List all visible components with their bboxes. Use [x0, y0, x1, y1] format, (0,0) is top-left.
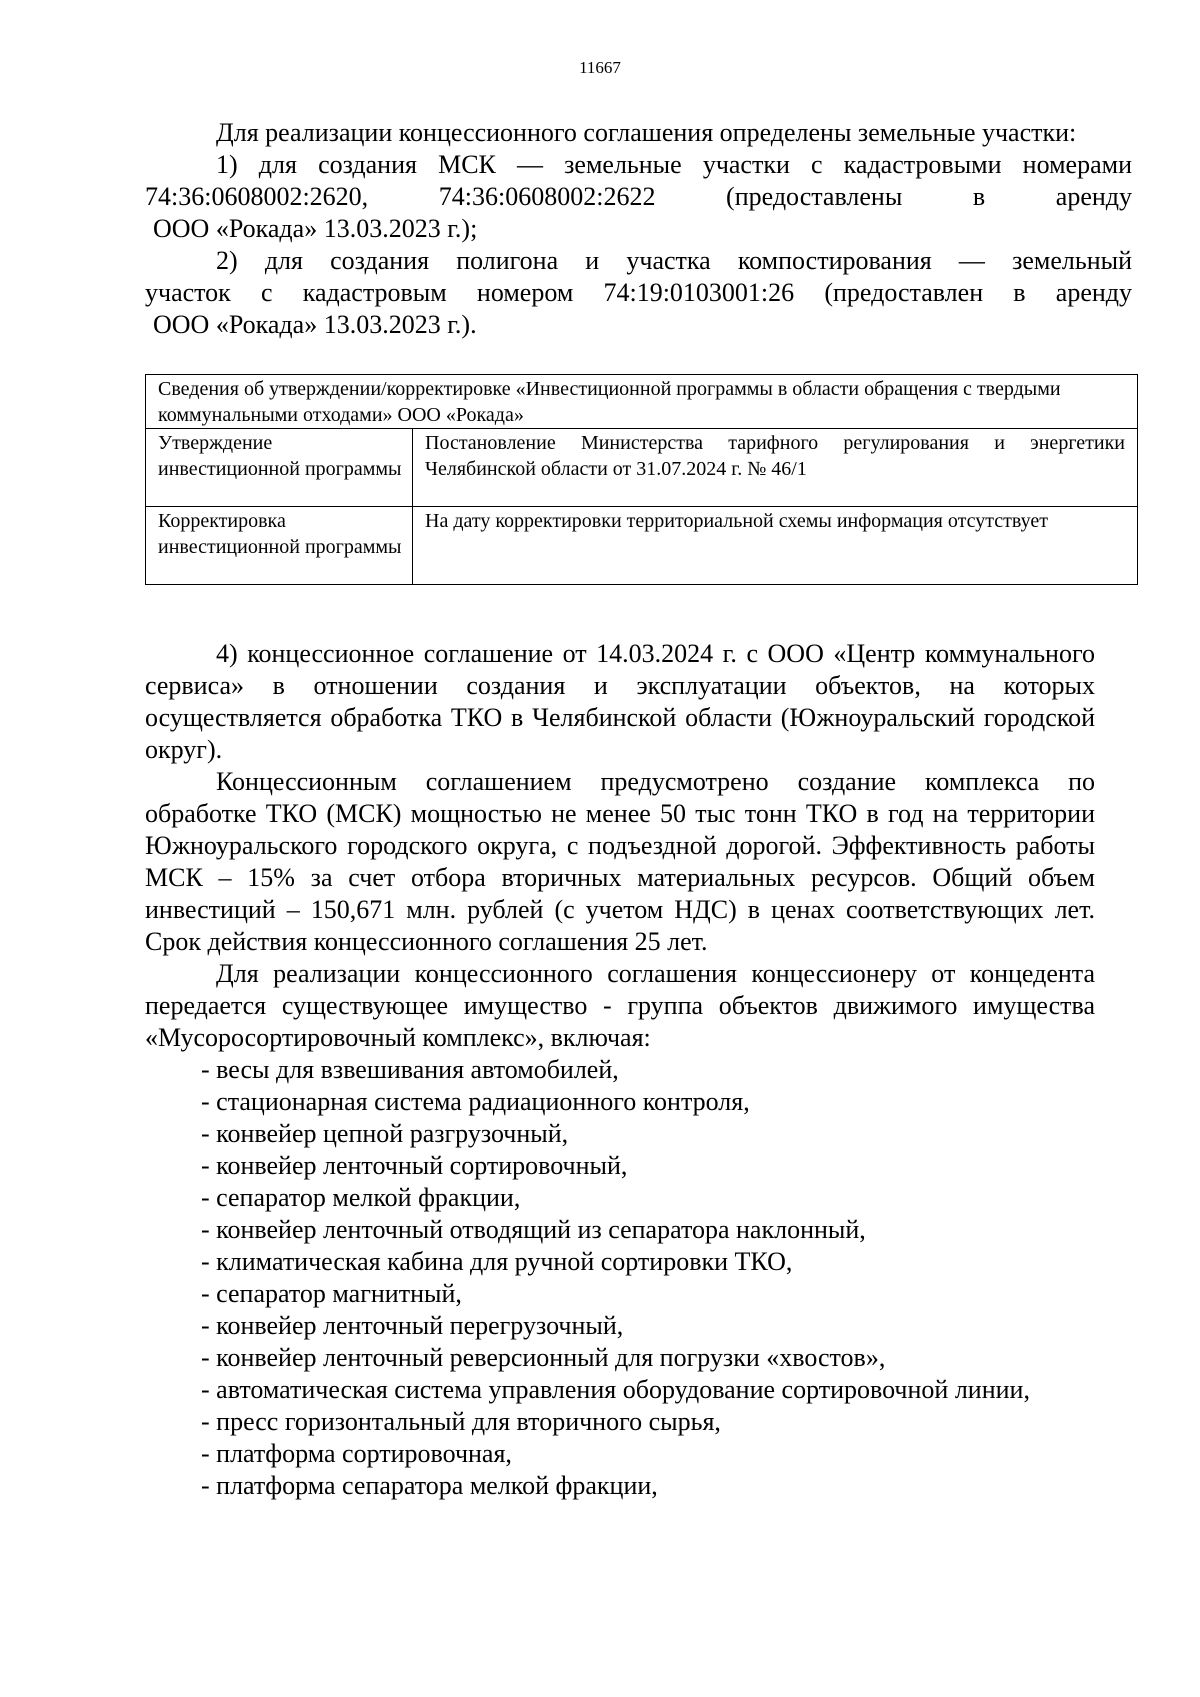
list-item: - конвейер ленточный перегрузочный,	[201, 1311, 624, 1340]
property-transfer-paragraph: Для реализации концессионного соглашения концессионеру от концедента передается существующее имущество - группа объектов движимого имущества «Мусоросортировочный комплекс», включая:	[145, 959, 1095, 1052]
list-item: - платформа сортировочная,	[201, 1439, 512, 1468]
table-cell-value: Постановление Министерства тарифного регулирования и энергетики Челябинской области от 31.07.2024 г. № 46/1	[413, 429, 1138, 507]
concession-details-paragraph: Концессионным соглашением предусмотрено создание комплекса по обработке ТКО (МСК) мощностью не менее 50 тыс тонн ТКО в год на территории Южноуральского городского округа, с подъездной дорогой. Эффективность работы МСК – 15% за счет отбора вторичных материальных ресурсов. Общий объем инвестиций – 150,671 млн. рублей (с учетом НДС) в ценах соответствующих лет. Срок действия концессионного соглашения 25 лет.	[145, 767, 1095, 956]
table-header-row	[146, 375, 1138, 429]
table-row	[146, 507, 1138, 585]
concession-agreement-paragraph: 4) концессионное соглашение от 14.03.2024 г. с ООО «Центр коммунального сервиса» в отношении создания и эксплуатации объектов, на которых осуществляется обработка ТКО в Челябинской области (Южноуральский городской округ).	[145, 639, 1095, 764]
land-item-1-line2: 74:36:0608002:2620, 74:36:0608002:2622 (предоставлены в аренду	[145, 182, 1132, 211]
land-item-2-line2: участок с кадастровым номером 74:19:0103001:26 (предоставлен в аренду	[145, 278, 1132, 307]
land-item-2-line3: ООО «Рокада» 13.03.2023 г.).	[153, 310, 477, 339]
list-item: - сепаратор магнитный,	[201, 1279, 462, 1308]
table-cell-label: Корректировка инвестиционной программы	[146, 507, 413, 585]
table-cell-label: Утверждение инвестиционной программы	[146, 429, 413, 507]
investment-program-table	[145, 374, 1138, 585]
table-cell-value: На дату корректировки территориальной схемы информация отсутствует	[413, 507, 1138, 585]
land-plots-intro: Для реализации концессионного соглашения определены земельные участки:	[216, 118, 1077, 147]
list-item: - автоматическая система управления оборудование сортировочной линии,	[201, 1375, 1030, 1404]
page-number: 11667	[579, 58, 621, 77]
list-item: - стационарная система радиационного контроля,	[201, 1087, 750, 1116]
list-item: - климатическая кабина для ручной сортировки ТКО,	[201, 1247, 793, 1276]
equipment-list	[145, 1054, 1095, 1502]
list-item: - платформа сепаратора мелкой фракции,	[201, 1471, 658, 1500]
list-item: - весы для взвешивания автомобилей,	[201, 1055, 619, 1084]
land-item-1-line1: 1) для создания МСК — земельные участки с кадастровыми номерами	[216, 150, 1132, 179]
land-item-1-line3: ООО «Рокада» 13.03.2023 г.);	[153, 214, 478, 243]
list-item: - конвейер ленточный отводящий из сепаратора наклонный,	[201, 1215, 866, 1244]
concession-section	[145, 638, 1095, 1502]
list-item: - пресс горизонтальный для вторичного сырья,	[201, 1407, 721, 1436]
list-item: - конвейер цепной разгрузочный,	[201, 1119, 569, 1148]
list-item: - сепаратор мелкой фракции,	[201, 1183, 521, 1212]
intro-section	[145, 117, 1132, 341]
table-header-cell: Сведения об утверждении/корректировке «Инвестиционной программы в области обращения с твердыми коммунальными отходами» ООО «Рокада»	[146, 375, 1138, 429]
table-row	[146, 429, 1138, 507]
list-item: - конвейер ленточный реверсионный для погрузки «хвостов»,	[201, 1343, 886, 1372]
land-item-2-line1: 2) для создания полигона и участка компостирования — земельный	[216, 246, 1132, 275]
list-item: - конвейер ленточный сортировочный,	[201, 1151, 628, 1180]
